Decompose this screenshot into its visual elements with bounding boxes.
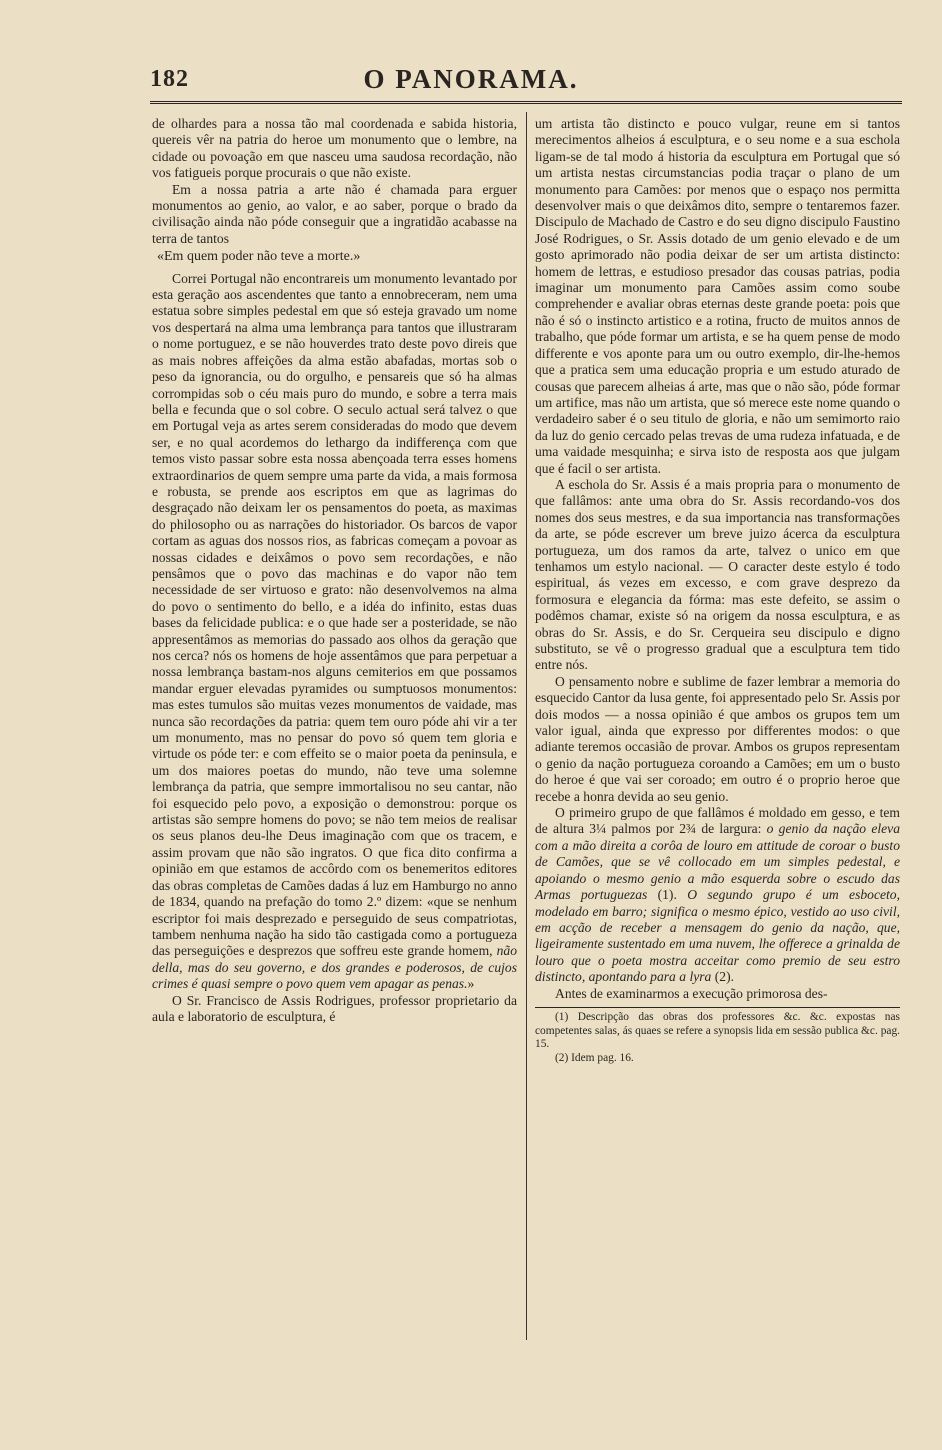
left-column: [152, 116, 517, 1025]
footnote-rule: [535, 1007, 900, 1008]
paragraph: um artista tão distincto e pouco vulgar, reune em si tantos merecimentos alheios á esculptura, e o seu nome e a sua eschola ligam-se de tal modo á historia da esculptura em Portugal que só um artista nestas circumstancias podia traçar o plano de um monumento para Camões: por menos que o espaço nos permitta desenvolver mais o que deixâmos dito, sempre o tentaremos fazer. Discipulo de Machado de Castro e do seu digno discipulo Faustino José Rodrigues, o Sr. Assis dotado de um genio elevado e de um gosto aprimorado não podia deixar de ser um artista distincto: homem de lettras, e estudioso presador das cousas patrias, podia imaginar um monumento para Camões assim como soube comprehender e avaliar obras eternas deste grande poeta: pois que não é só o instincto artistico e a rotina, fructo de muitos annos de trabalho, que póde formar um artista, e se ha quem pense de modo differente e vos aponte para um ou outro exemplo, dir-lhe-hemos que a pratica sem uma educação propria e um estudo aturado de cousas que parecem alheias á arte, mas que o não são, póde formar um artifice, mas não um artista, que só merece este nome quando o verdadeiro saber é o seu titulo de gloria, e não um semimorto raio da luz do genio cercado pelas trevas de uma rudeza infatuada, e de uma vaidade mesquinha; e sirva isto de resposta aos que julgam que é facil o ser artista.: [535, 116, 900, 476]
paragraph-text: Correi Portugal não encontrareis um monumento levantado por esta geração aos ascendentes que tanto a ennobreceram, nem uma estatua sobre simples pedestal em que só esteja gravado um nome vos despertará na alma uma lembrança para tantos que illustraram o nome portuguez, e se não houverdes trato deste povo direis que as mais nobres affeições da alma estão abafadas, mortas sob o peso da ignorancia, ou do orgulho, e pensareis que só ha almas corrompidas sob o céu mais puro do mundo, e sobre a terra mais bella e fecunda que o sol cobre. O seculo actual será talvez o que em Portugal veja as artes serem consideradas do modo que devem ser, e no qual acordemos do lethargo da indifferença com que temos visto passar sobre esta nossa abençoada terra esses homens extraordinarios de quem sempre uma parte da vida, a mais formosa e robusta, se prende aos escriptos em que as lagrimas do desgraçado não deixam ler os pensamentos do poeta, as maximas do philosopho ou as narrações do historiador. Os barcos de vapor cortam as aguas dos nossos rios, as fabricas começam a povoar as nossas cidades e deixâmos o povo sem recordações, e não pensâmos que o povo das machinas e do vapor não tem necessidade de ser virtuoso e grato: não desenvolvemos na alma do povo o sentimento do bello, e a idéa do infinito, estas duas bases da felicidade publica: e o que hade ser a posteridade, se não appresentâmos as memorias do passado aos olhos da geração que nos cerca? nós os homens de hoje assentâmos que para perpetuar a nossa lembrança bastam-nos alguns cemiterios em que possamos mandar erguer elevadas pyramides ou sumptuosos monumentos: mas estes tumulos são muitas vezes monumentos de vaidade, mas nunca são recordações da patria: quem tem ouro póde ahi vir a ter um monumento, mas no pensar do povo só quem tem gloria e virtude os póde ter: e com effeito se o maior poeta da peninsula, e um dos maiores poetas do mundo, não teve uma solemne lembrança da patria, que sempre immortalisou no seu cantar, não foi esquecido pelo povo, a exposição o demonstrou: porque os artistas são sempre homens do povo; se não tem meios de realisar os seus planos deu-lhe Deus imaginação com que os tracem, e assim provam que não são ingratos. O que fica dito confirma a opinião em que estamos de accôrdo com os benemeritos editores das obras completas de Camões dadas á luz em Hamburgo no anno de 1834, quando na prefação do tomo 2.º dizem: «que se nenhum escriptor foi mais desprezado e perseguido de seus compatriotas, tambem nenhuma nação ha sido tão castigada como a portugueza das perseguições e desprezos que soffreu este grande homem,: [152, 270, 518, 959]
italic-description: O segundo grupo é um esboceto, modelado em barro; significa o mesmo épico, vestido ao uso civil, em acção de receber a mensagem do genio da nação, que, ligeiramente sustentado em uma nuvem, lhe offerece a grinalda de louro que o poeta mostra acceitar como premio de seu estro distincto, apontando para a lyra: [535, 887, 900, 985]
journal-title: O PANORAMA.: [363, 64, 579, 94]
italic-description: o genio da nação eleva com a mão direita a corôa de louro em attitude de coroar o busto de Camões, que se vê collocado em um simples pedestal, e apoiando o mesmo genio a mão esquerda sobre o escudo das Armas portuguezas: [535, 821, 900, 903]
column-divider: [526, 112, 527, 1340]
header-rule: [150, 101, 902, 104]
footnote: (2) Idem pag. 16.: [555, 1051, 634, 1064]
paragraph-text: O primeiro grupo de que fallâmos é moldado em gesso, e tem de altura 3¼ palmos por 2¾ de largura:: [535, 805, 900, 837]
paragraph: Antes de examinarmos a execução primorosa des-: [555, 985, 828, 1001]
paragraph: O pensamento nobre e sublime de fazer lembrar a memoria do esquecido Cantor da lusa gente, foi appresentado pelo Sr. Assis por dois modos — a nossa opinião é que ambos os grupos tem um valor igual, ainda que expresso por differentes modos: o que adiante teremos occasião de provar. Ambos os grupos representam o genio da nação portugueza coroando a Camões; em um o busto do heroe é que vai ser coroado; em outro é o proprio heroe que recebe a honra devida ao seu genio.: [535, 673, 900, 804]
page-number: 182: [150, 66, 189, 92]
footnote-ref: (2).: [714, 969, 734, 985]
quote-close: »: [467, 976, 475, 992]
paragraph: A eschola do Sr. Assis é a mais propria para o monumento de que fallâmos: ante uma obra do Sr. Assis recordando-vos dos nomes dos seus mestres, e da sua importancia nas transformações da arte, se póde escrever um breve juizo ácerca da esculptura portugueza, um dos ramos da arte, talvez o unico em que tenhamos um estylo nacional. — O caracter deste estylo é todo espiritual, ás vezes em excesso, e com grave desprezo da formosura e elegancia da fórma: mas este defeito, se assim o podêmos chamar, existe só na origem da nossa esculptura, e as obras do Sr. Assis, e do Sr. Cerqueira seu discipulo e digno substituto, se vê o progresso gradual que a esculptura tem tido entre nós.: [535, 476, 900, 673]
footnote: (1) Descripção das obras dos professores &c. &c. expostas nas competentes salas, ás quaes se refere a synopsis lida em sessão publica &c. pag. 15.: [535, 1010, 900, 1051]
footnote-ref: (1).: [657, 887, 677, 903]
italic-quote: não della, mas do seu governo, e dos grandes e poderosos, de cujos crimes é quasi sempre o povo quem vem apagar as penas.: [152, 943, 517, 992]
verse-quote: «Em quem poder não teve a morte.»: [157, 249, 361, 265]
paragraph: [152, 271, 517, 993]
paragraph: de olhardes para a nossa tão mal coordenada e sabida historia, quereis vêr na patria do heroe um monumento que o lembre, na cidade ou povoação em que nasceu uma saudosa recordação, não vos fatigueis porque procurais o que não existe.: [152, 116, 517, 181]
paragraph: [535, 805, 900, 985]
right-column: [535, 116, 900, 1065]
paragraph: Em a nossa patria a arte não é chamada para erguer monumentos ao genio, ao valor, e ao saber, porque o brado da civilisação ainda não póde conseguir que a ingratidão acabasse na terra de tantos: [152, 181, 517, 246]
paragraph: O Sr. Francisco de Assis Rodrigues, professor proprietario da aula e laboratorio de esculptura, é: [152, 992, 517, 1024]
